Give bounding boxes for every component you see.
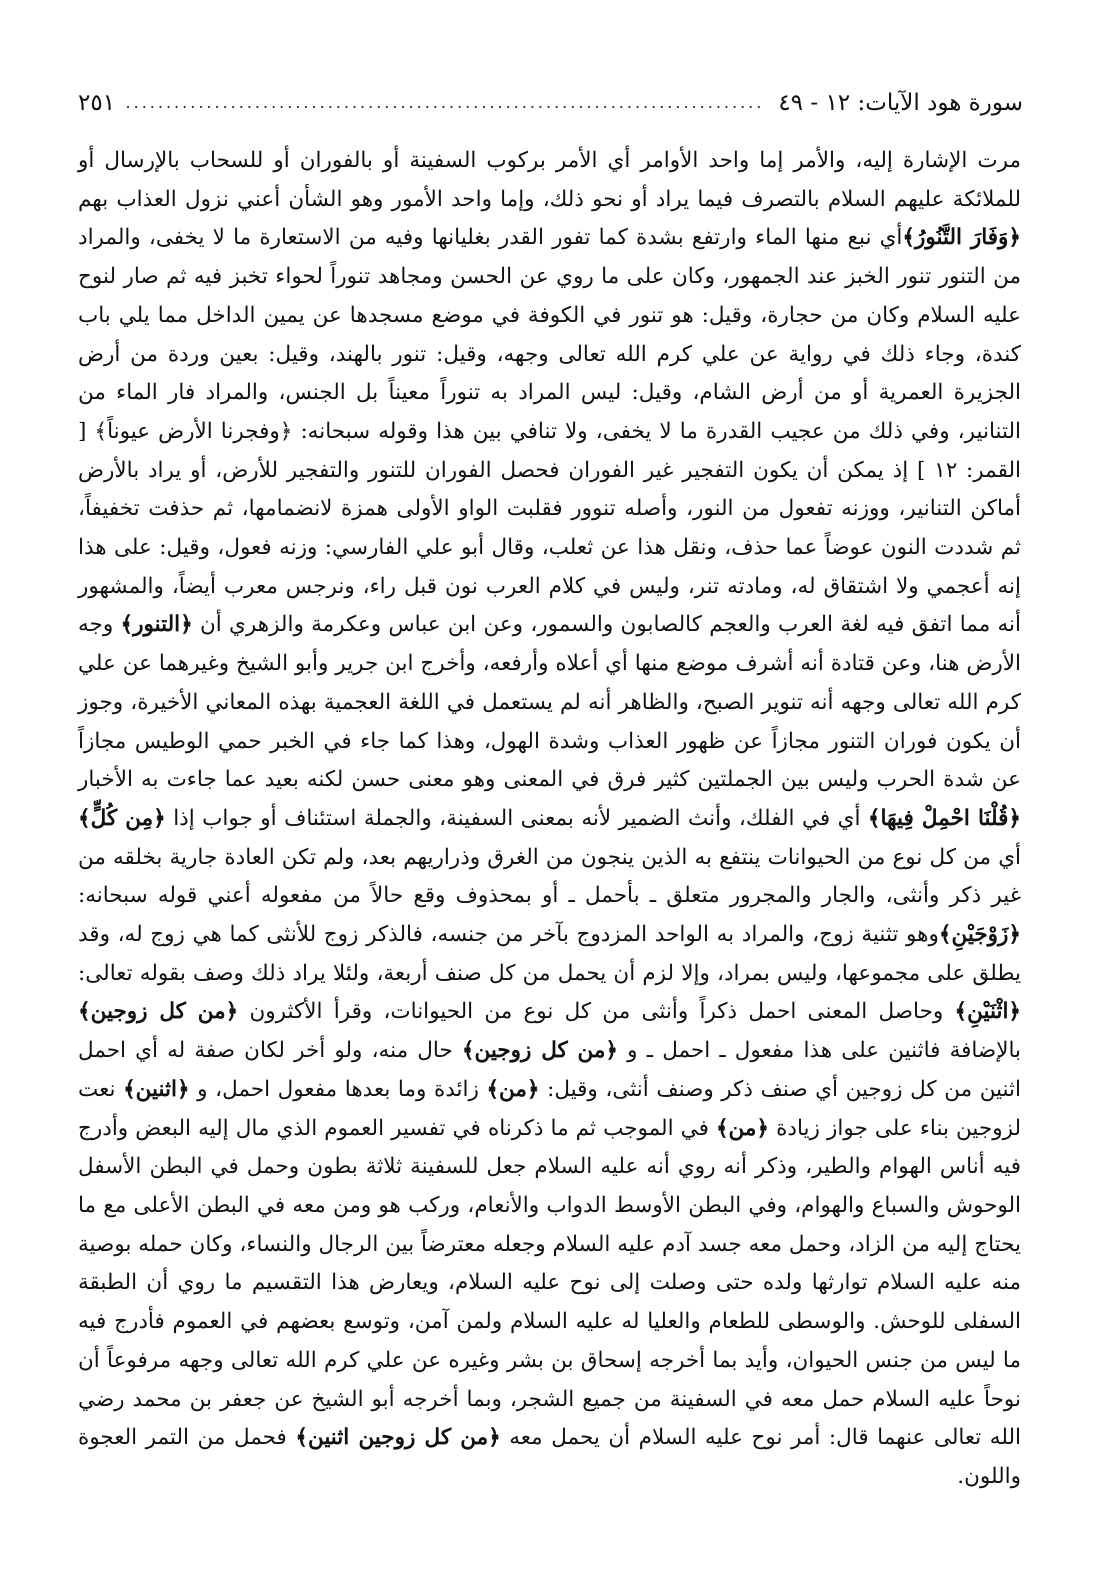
text-run: زائدة وما بعدها مفعول احمل، و (189, 1076, 487, 1102)
quran-quote: ﴿من﴾ (715, 1115, 770, 1141)
quran-quote: ﴿التنور﴾ (120, 612, 193, 638)
quran-quote: ﴿مِن كُلٍّ﴾ (78, 805, 166, 831)
text-run: أي نبع منها الماء وارتفع بشدة كما تفور القدر بغليانها وفيه من الاستعارة ما لا يخفى، والمراد من التنور تنور الخبز عند الجمهور، وكان على ما روي عن الحسن ومجاهد تنوراً لحواء تخبز فيه ثم صار لنوح عليه السلام وكان من حجارة، وقيل: هو تنور في الكوفة في موضع مسجدها عن يمين الداخل مما يلي باب كندة، وجاء ذلك في رواية عن علي كرم الله تعالى وجهه، وقيل: تنور بالهند، وقيل: بعين وردة من أرض الجزيرة العمرية أو من أرض الشام، وقيل: ليس المراد به تنوراً معيناً بل الجنس، والمراد فار الماء من التنانير، وفي ذلك من عجيب القدرة ما لا يخفى، ولا تنافي بين هذا وقوله سبحانه: (78, 225, 1021, 444)
text-run: في الموجب ثم ما ذكرناه في تفسير العموم الذي مال إليه البعض وأدرج فيه أناس الهوام والطير، وذكر أنه روي أنه عليه السلام جعل للسفينة ثلاثة بطون وحمل في البطن الأسفل الوحوش والسباع والهوام، وفي البطن الأوسط الدواب والأنعام، وركب هو ومن معه في البطن الأعلى مع ما يحتاج إليه من الزاد، وحمل معه جسد آدم عليه السلام وجعله معترضاً بين الرجال والنساء، وكان حمله بوصية منه عليه السلام توارثها ولده حتى وصلت إلى نوح عليه السلام، ويعارض هذا التقسيم ما روي أن الطبقة السفلى للوحش. والوسطى للطعام والعليا له عليه السلام ولمن آمن، وتوسع بعضهم في العموم فأدرج فيه ما ليس من جنس الحيوان، وأيد بما أخرجه إسحاق بن بشر وغيره عن علي كرم الله تعالى وجهه مرفوعاً أن نوحاً عليه السلام حمل معه في السفينة من جميع الشجر، وبما أخرجه أبو الشيخ عن جعفر بن محمد رضي الله تعالى عنهما قال: أمر نوح عليه السلام أن يحمل معه (78, 1115, 1021, 1451)
text-run: وحاصل المعنى احمل ذكراً وأنثى من كل نوع من الحيوانات، وقرأ الأكثرون (238, 999, 955, 1025)
quran-quote: ﴿وفجرنا الأرض عيوناً﴾ (94, 418, 293, 444)
quran-quote: ﴿من كل زوجين اثنين﴾ (295, 1425, 501, 1451)
body-text (78, 142, 1021, 1497)
quran-quote: ﴿اثْنَيْنِ﴾ (954, 999, 1022, 1025)
paragraph (78, 142, 1021, 1497)
page-number: ٢٥١ (78, 90, 116, 116)
text-run: نعت لزوجين بناء على جواز زيادة (78, 1076, 1021, 1141)
running-head (78, 86, 1023, 120)
quran-quote: ﴿زَوْجَيْنِ﴾ (938, 922, 1021, 948)
quran-quote: ﴿اثنين﴾ (123, 1076, 190, 1102)
text-run: أي في الفلك، وأنث الضمير لأنه بمعنى السفينة، والجملة استئناف أو جواب إذا (165, 805, 868, 831)
quran-quote: ﴿قُلْنَا احْمِلْ فِيهَا﴾ (867, 805, 1021, 831)
text-run: فحمل من التمر العجوة واللون. (78, 1425, 1021, 1489)
text-run: حال منه، ولو أخر لكان صفة له أي احمل اثنين من كل زوجين أي صنف ذكر وصنف أنثى، وقيل: (78, 1038, 1021, 1102)
dotted-leader (123, 86, 770, 120)
text-run: [ القمر: ١٢ ] إذ يمكن أن يكون التفجير غير الفوران فحصل الفوران للتنور والتفجير للأرض، أو يراد بالأرض أماكن التنانير، ووزنه تفعول من النور، وأصله تنوور فقلبت الواو الأولى همزة لانضمامها، ثم حذفت تخفيفاً، ثم شددت النون عوضاً عما حذف، ونقل هذا عن ثعلب، وقال أبو علي الفارسي: وزنه فعول، وقيل: على هذا إنه أعجمي ولا اشتقاق له، ومادته تنر، وليس في كلام العرب نون قبل راء، ونرجس معرب أيضاً، والمشهور أنه مما اتفق فيه لغة العرب والعجم كالصابون والسمور، وعن ابن عباس وعكرمة والزهري أن (78, 418, 1021, 638)
quran-quote: ﴿وَفَارَ التَّنُورُ﴾ (902, 225, 1022, 251)
text-run: بالإضافة فاثنين على هذا مفعول ـ احمل ـ و (618, 1038, 1021, 1064)
text-run: مرت الإشارة إليه، والأمر إما واحد الأوامر أي الأمر بركوب السفينة أو بالفوران أو للسحاب بالإرسال أو للملائكة عليهم السلام بالتصرف فيما يراد أو نحو ذلك، وإما واحد الأمور وهو الشأن أعني نزول العذاب بهم (78, 148, 1021, 212)
text-run: وجه الأرض هنا، وعن قتادة أنه أشرف موضع منها أي أعلاه وأرفعه، وأخرج ابن جرير وأبو الشيخ وغيرهما عن علي كرم الله تعالى وجهه أنه تنوير الصبح، والظاهر أنه لم يستعمل في اللغة العجمية بهذه المعاني الأخيرة، وجوز أن يكون فوران التنور مجازاً عن ظهور العذاب وشدة الهول، وهذا كما جاء في الخبر حمي الوطيس مجازاً عن شدة الحرب وليس بين الجملتين كثير فرق في المعنى وهو معنى حسن لكنه بعيد عما جاءت به الأخبار (78, 612, 1021, 793)
text-run: أي من كل نوع من الحيوانات ينتفع به الذين ينجون من الغرق وذراريهم بعد، ولم تكن العادة جارية بخلقه من غير ذكر وأنثى، والجار والمجرور متعلق ـ بأحمل ـ أو بمحذوف وقع حالاً من مفعوله أعني قوله سبحانه: (78, 844, 1021, 909)
quran-quote: ﴿من كل زوجين﴾ (461, 1038, 619, 1064)
surah-title: سورة هود الآيات: ١٢ - ٤٩ (778, 90, 1023, 116)
quran-quote: ﴿من﴾ (486, 1076, 540, 1102)
quran-quote: ﴿من كل زوجين﴾ (78, 999, 239, 1025)
text-run: وهو تثنية زوج، والمراد به الواحد المزدوج بآخر من جنسه، فالذكر زوج للأنثى كما هي زوج له، وقد يطلق على مجموعها، وليس بمراد، وإلا لزم أن يحمل من كل صنف أربعة، ولئلا يراد ذلك وصف بقوله تعالى: (78, 922, 1021, 986)
